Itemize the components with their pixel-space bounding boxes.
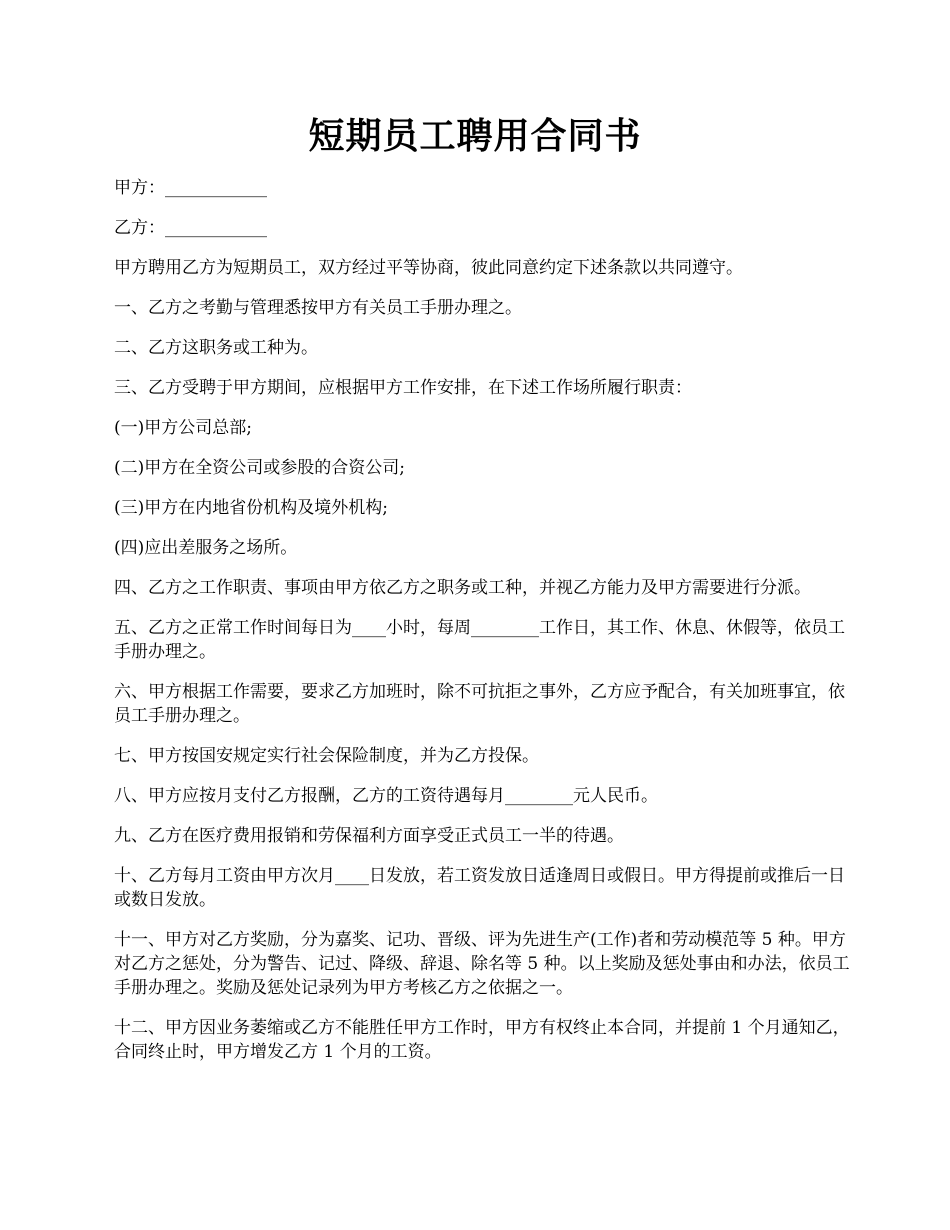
- clause-6: 六、甲方根据工作需要，要求乙方加班时，除不可抗拒之事外，乙方应予配合，有关加班事宜，依员工手册办理之。: [114, 682, 845, 726]
- clause-5: 五、乙方之正常工作时间每日为____小时，每周________工作日，其工作、休息、休假等，依员工手册办理之。: [114, 618, 845, 662]
- clause-3-item-1: (一)甲方公司总部;: [114, 418, 252, 438]
- clause-3: 三、乙方受聘于甲方期间，应根据甲方工作安排，在下述工作场所履行职责：: [114, 378, 692, 398]
- intro-paragraph: 甲方聘用乙方为短期员工，双方经过平等协商，彼此同意约定下述条款以共同遵守。: [114, 258, 743, 278]
- clause-1: 一、乙方之考勤与管理悉按甲方有关员工手册办理之。: [114, 298, 522, 318]
- clause-9: 九、乙方在医疗费用报销和劳保福利方面享受正式员工一半的待遇。: [114, 826, 624, 846]
- clause-10: 十、乙方每月工资由甲方次月____日发放，若工资发放日适逢周日或假日。甲方得提前或推后一日或数日发放。: [114, 866, 845, 910]
- party-b-label: 乙方：: [114, 218, 165, 238]
- party-a-blank: ____________: [165, 178, 267, 198]
- document-title: 短期员工聘用合同书: [308, 115, 642, 157]
- clause-4: 四、乙方之工作职责、事项由甲方依乙方之职务或工种，并视乙方能力及甲方需要进行分派。: [114, 578, 811, 598]
- party-a-line: [114, 176, 850, 200]
- clause-7: 七、甲方按国安规定实行社会保险制度，并为乙方投保。: [114, 746, 539, 766]
- party-a-label: 甲方：: [114, 178, 165, 198]
- party-b-blank: ____________: [165, 218, 267, 238]
- clause-12: 十二、甲方因业务萎缩或乙方不能胜任甲方工作时，甲方有权终止本合同，并提前 1 个月通知乙，合同终止时，甲方增发乙方 1 个月的工资。: [114, 1018, 850, 1062]
- document-body: [114, 176, 850, 1080]
- clause-3-item-2: (二)甲方在全资公司或参股的合资公司;: [114, 458, 405, 478]
- party-b-line: [114, 216, 850, 240]
- clause-11: 十一、甲方对乙方奖励，分为嘉奖、记功、晋级、评为先进生产(工作)者和劳动模范等 5 种。甲方对乙方之惩处，分为警告、记过、降级、辞退、除名等 5 种。以上奖励及惩处事由和办法，依员工手册办理之。奖励及惩处记录列为甲方考核乙方之依据之一。: [114, 930, 850, 998]
- clause-8: 八、甲方应按月支付乙方报酬，乙方的工资待遇每月________元人民币。: [114, 786, 658, 806]
- clause-2: 二、乙方这职务或工种为。: [114, 338, 318, 358]
- clause-3-item-4: (四)应出差服务之场所。: [114, 538, 298, 558]
- clause-3-item-3: (三)甲方在内地省份机构及境外机构;: [114, 498, 388, 518]
